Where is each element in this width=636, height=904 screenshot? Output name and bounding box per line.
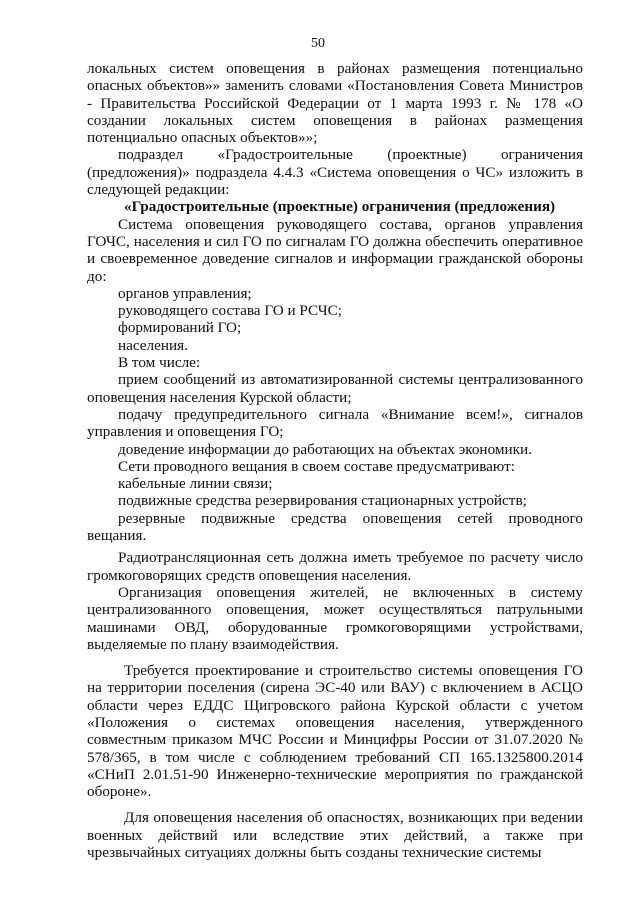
paragraph-resident-notification: Организация оповещения жителей, не включенных в систему централизованного оповещения, может осуществляться патрульными машинами ОВД, оборудованные громкоговорящими устройствами, выделяемые по плану взаимодействия. xyxy=(87,583,583,653)
paragraph-radio-network: Радиотрансляционная сеть должна иметь требуемое по расчету число громкоговорящих средств оповещения населения. xyxy=(87,549,583,584)
paragraph-warning-danger: Для оповещения населения об опасностях, возникающих при ведении военных действий или вследствие этих действий, а также при чрезвычайных ситуациях должны быть созданы технические системы xyxy=(87,809,583,862)
paragraph-info-delivery: доведение информации до работающих на объектах экономики. xyxy=(118,440,532,458)
list-item: органов управления; xyxy=(118,284,252,302)
document-text xyxy=(87,60,583,861)
paragraph-subsection-change: подраздел «Градостроительные (проектные) ограничения (предложения)» подраздела 4.4.3 «Система оповещения о ЧС» изложить в следующей редакции: xyxy=(87,146,583,199)
list-item: населения. xyxy=(118,336,188,354)
paragraph-continuation: локальных систем оповещения в районах размещения потенциально опасных объектов»» заменить словами «Постановления Совета Министров - Правительства Российской Федерации от 1 марта 1993 г. № 178 «О создании локальных систем оповещения в районах размещения потенциально опасных объектов»»; xyxy=(87,60,583,147)
page-number: 50 xyxy=(311,36,325,51)
paragraph-warning-signal: подачу предупредительного сигнала «Внимание всем!», сигналов управления и оповещения ГО; xyxy=(87,405,583,441)
paragraph-including: В том числе: xyxy=(118,354,201,372)
list-item: руководящего состава ГО и РСЧС; xyxy=(118,302,343,320)
paragraph-design-requirement: Требуется проектирование и строительство системы оповещения ГО на территории поселения (сирена ЭС-40 или ВАУ) с включением в АСЦО области через ЕДДС Щигровского района Курской области с учетом «Положения о системах оповещения населения, утвержденного совместным приказом МЧС России и Минцифры России от 31.07.2020 № 578/365, в том числе с соблюдением требований СП 165.1325800.2014 «СНиП 2.01.51-90 Инженерно-технические мероприятия по гражданской обороне». xyxy=(87,662,583,801)
paragraph-wired-network: Сети проводного вещания в своем составе предусматривают: xyxy=(118,457,515,475)
paragraph-mobile-reserve: подвижные средства резервирования стационарных устройств; xyxy=(118,492,527,510)
paragraph-cable-lines: кабельные линии связи; xyxy=(118,475,273,493)
section-heading: «Градостроительные (проектные) ограничения (предложения) xyxy=(124,198,556,216)
paragraph-notification-system: Система оповещения руководящего состава, органов управления ГОЧС, населения и сил ГО по сигналам ГО должна обеспечить оперативное и своевременное доведение сигналов и информации гражданской обороны до: xyxy=(87,215,583,285)
paragraph-reserve-mobile-means: резервные подвижные средства оповещения сетей проводного вещания. xyxy=(87,509,583,545)
paragraph-message-reception: прием сообщений из автоматизированной системы централизованного оповещения населения Курской области; xyxy=(87,371,583,406)
list-item: формирований ГО; xyxy=(118,319,242,337)
